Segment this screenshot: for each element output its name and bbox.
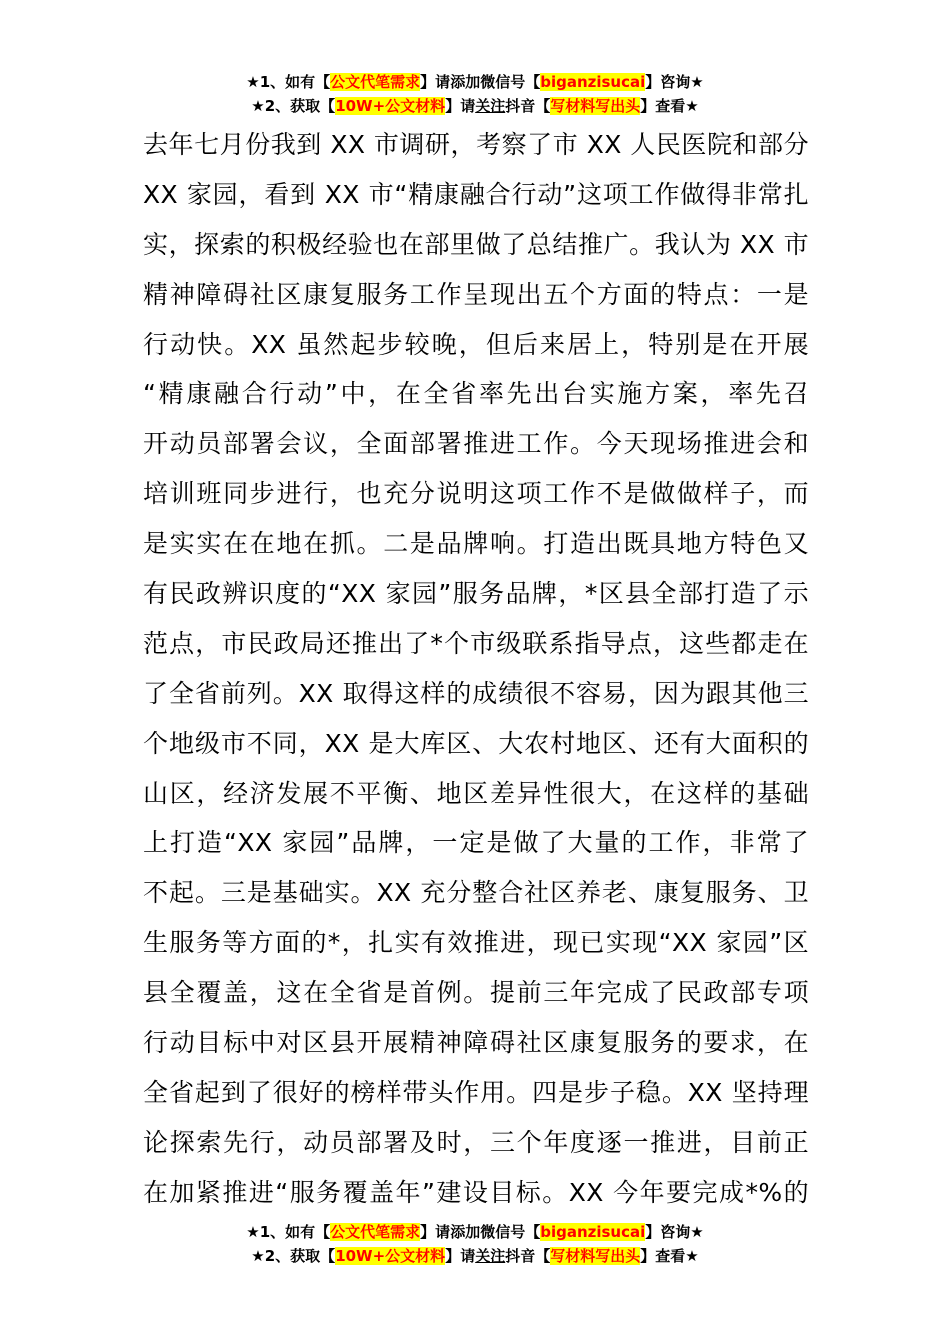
banner-text: 抖音【: [505, 97, 551, 115]
body-line: 是实实在在地在抓。二是品牌响。打造出既具地方特色又: [143, 529, 809, 559]
banner-line-2: [0, 1244, 950, 1268]
body-line: 论探索先行，动员部署及时，三个年度逐一推进，目前正: [143, 1127, 809, 1157]
banner-text: ★2、获取【: [251, 97, 336, 115]
body-line: XX 家园，看到 XX 市“精康融合行动”这项工作做得非常扎: [143, 179, 809, 209]
body-line: 在加紧推进“服务覆盖年”建设目标。XX 今年要完成*%的: [143, 1177, 809, 1207]
body-line: 开动员部署会议，全面部署推进工作。今天现场推进会和: [143, 429, 809, 459]
banner-text: 】查看★: [640, 97, 699, 115]
emphasis-text: 添加: [450, 73, 481, 91]
highlight-text: 10W+公文材料: [335, 97, 446, 115]
banner-text: 微信号【: [480, 73, 541, 91]
footer-banner: [0, 1220, 950, 1268]
body-line: 行动快。XX 虽然起步较晚，但后来居上，特别是在开展: [143, 329, 809, 359]
highlight-text: 10W+公文材料: [335, 1247, 446, 1265]
highlight-text: biganzisucai: [540, 73, 646, 91]
banner-text: 】请: [420, 1223, 451, 1241]
body-line: 个地级市不同，XX 是大库区、大农村地区、还有大面积的: [143, 728, 809, 758]
banner-text: 】请: [445, 97, 476, 115]
banner-line-1: [0, 70, 950, 94]
banner-text: 】咨询★: [645, 73, 704, 91]
banner-text: 】请: [445, 1247, 476, 1265]
banner-line-2: [0, 94, 950, 118]
body-line: 范点，市民政局还推出了*个市级联系指导点，这些都走在: [143, 628, 809, 658]
highlight-text: 公文代笔需求: [330, 1223, 421, 1241]
banner-line-1: [0, 1220, 950, 1244]
emphasis-text: 添加: [450, 1223, 481, 1241]
banner-text: ★1、如有【: [246, 1223, 331, 1241]
body-line: 山区，经济发展不平衡、地区差异性很大，在这样的基础: [143, 778, 809, 808]
banner-text: 微信号【: [480, 1223, 541, 1241]
body-line: 去年七月份我到 XX 市调研，考察了市 XX 人民医院和部分: [143, 130, 809, 159]
body-line: 生服务等方面的*，扎实有效推进，现已实现“XX 家园”区: [143, 928, 809, 958]
body-paragraph: [143, 120, 809, 1218]
body-line: 培训班同步进行，也充分说明这项工作不是做做样子，而: [143, 479, 809, 509]
banner-text: 】咨询★: [645, 1223, 704, 1241]
body-line: 全省起到了很好的榜样带头作用。四是步子稳。XX 坚持理: [143, 1077, 809, 1107]
body-line: 精神障碍社区康复服务工作呈现出五个方面的特点：一是: [143, 279, 809, 309]
body-line: 实，探索的积极经验也在部里做了总结推广。我认为 XX 市: [143, 229, 809, 259]
body-line: 不起。三是基础实。XX 充分整合社区养老、康复服务、卫: [143, 878, 809, 908]
highlight-text: 写材料写出头: [550, 97, 641, 115]
emphasis-text: 关注: [475, 1247, 506, 1265]
body-line: 了全省前列。XX 取得这样的成绩很不容易，因为跟其他三: [143, 678, 809, 708]
header-banner: [0, 70, 950, 118]
banner-text: 抖音【: [505, 1247, 551, 1265]
body-line: “精康融合行动”中，在全省率先出台实施方案，率先召: [143, 379, 809, 409]
body-line: 上打造“XX 家园”品牌，一定是做了大量的工作，非常了: [143, 828, 809, 858]
highlight-text: biganzisucai: [540, 1223, 646, 1241]
body-line: 县全覆盖，这在全省是首例。提前三年完成了民政部专项: [143, 978, 809, 1008]
banner-text: ★2、获取【: [251, 1247, 336, 1265]
body-line: 有民政辨识度的“XX 家园”服务品牌，*区县全部打造了示: [143, 579, 809, 609]
emphasis-text: 关注: [475, 97, 506, 115]
highlight-text: 公文代笔需求: [330, 73, 421, 91]
banner-text: 】查看★: [640, 1247, 699, 1265]
highlight-text: 写材料写出头: [550, 1247, 641, 1265]
body-line: 行动目标中对区县开展精神障碍社区康复服务的要求，在: [143, 1028, 809, 1058]
banner-text: ★1、如有【: [246, 73, 331, 91]
banner-text: 】请: [420, 73, 451, 91]
